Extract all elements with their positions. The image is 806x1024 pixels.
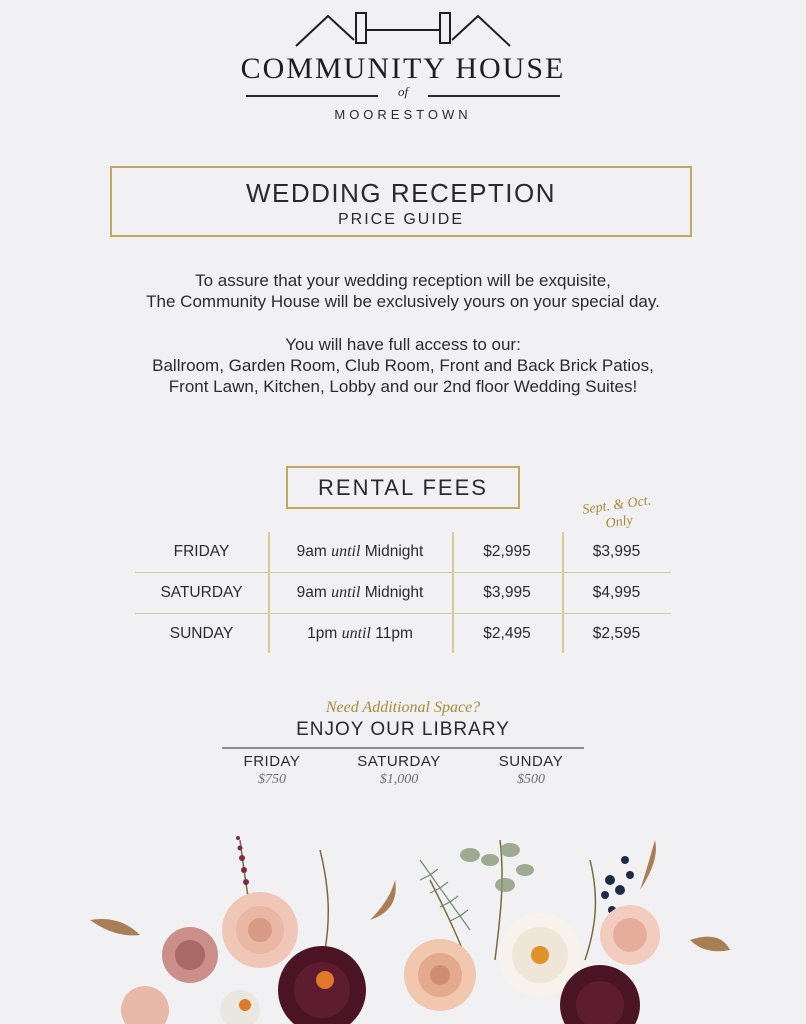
price-cell: $2,495 bbox=[483, 625, 531, 642]
intro-line: Ballroom, Garden Room, Club Room, Front and Back Brick Patios, bbox=[152, 356, 654, 375]
logo-wordmark: COMMUNITY HOUSE bbox=[240, 52, 566, 85]
house-roof-icon bbox=[290, 10, 516, 50]
hours-cell bbox=[268, 614, 452, 654]
page-title: WEDDING RECEPTION bbox=[245, 178, 557, 208]
library-day-label: SUNDAY bbox=[498, 753, 564, 770]
library-tagline: Need Additional Space? bbox=[325, 699, 481, 716]
rental-fees-table bbox=[135, 532, 671, 654]
hours-start: 1pm bbox=[307, 625, 338, 642]
floral-bouquet-illustration bbox=[0, 820, 806, 1024]
intro-line: To assure that your wedding reception will be exquisite, bbox=[195, 271, 611, 290]
hours-start: 9am bbox=[296, 584, 327, 601]
hours-end: Midnight bbox=[364, 584, 424, 601]
logo-rule-right bbox=[428, 95, 560, 97]
page-subtitle: PRICE GUIDE bbox=[337, 211, 464, 228]
hours-until: until bbox=[341, 625, 371, 642]
hours-cell bbox=[268, 532, 452, 572]
library-day-price: $1,000 bbox=[379, 772, 419, 787]
day-cell: SUNDAY bbox=[169, 625, 234, 642]
intro-paragraph-1 bbox=[0, 270, 806, 312]
price-cell: $2,995 bbox=[483, 543, 531, 560]
library-day bbox=[212, 753, 332, 788]
library-day-price: $750 bbox=[258, 772, 286, 787]
logo-of: of bbox=[397, 84, 409, 99]
intro-line: The Community House will be exclusively yours on your special day. bbox=[146, 292, 660, 311]
season-price-cell: $4,995 bbox=[592, 584, 641, 601]
price-cell: $3,995 bbox=[483, 584, 531, 601]
season-note: Sept. & Oct. Only bbox=[581, 493, 653, 532]
hours-until: until bbox=[331, 543, 361, 560]
library-title: ENJOY OUR LIBRARY bbox=[296, 719, 510, 740]
intro-paragraph-2 bbox=[0, 334, 806, 397]
intro-line: Front Lawn, Kitchen, Lobby and our 2nd floor Wedding Suites! bbox=[168, 377, 638, 396]
logo-divider bbox=[240, 84, 566, 106]
title-box bbox=[110, 166, 692, 237]
library-day bbox=[339, 753, 459, 788]
library-rule bbox=[222, 747, 584, 749]
hours-until: until bbox=[331, 584, 361, 601]
day-cell: FRIDAY bbox=[173, 543, 230, 560]
table-row bbox=[135, 532, 671, 572]
library-day bbox=[471, 753, 591, 788]
table-row bbox=[135, 613, 671, 654]
season-price-cell: $2,595 bbox=[592, 625, 641, 642]
hours-cell bbox=[268, 573, 452, 613]
library-day-label: SATURDAY bbox=[357, 753, 441, 770]
intro-line: You will have full access to our: bbox=[285, 335, 521, 354]
season-price-cell: $3,995 bbox=[592, 543, 641, 560]
table-row bbox=[135, 572, 671, 613]
hours-end: Midnight bbox=[364, 543, 424, 560]
day-cell: SATURDAY bbox=[160, 584, 243, 601]
hours-end: 11pm bbox=[375, 625, 413, 642]
logo-town: MOORESTOWN bbox=[334, 107, 472, 122]
library-day-price: $500 bbox=[517, 772, 545, 787]
library-day-label: FRIDAY bbox=[243, 753, 301, 770]
rental-fees-heading: RENTAL FEES bbox=[286, 466, 520, 509]
hours-start: 9am bbox=[296, 543, 327, 560]
